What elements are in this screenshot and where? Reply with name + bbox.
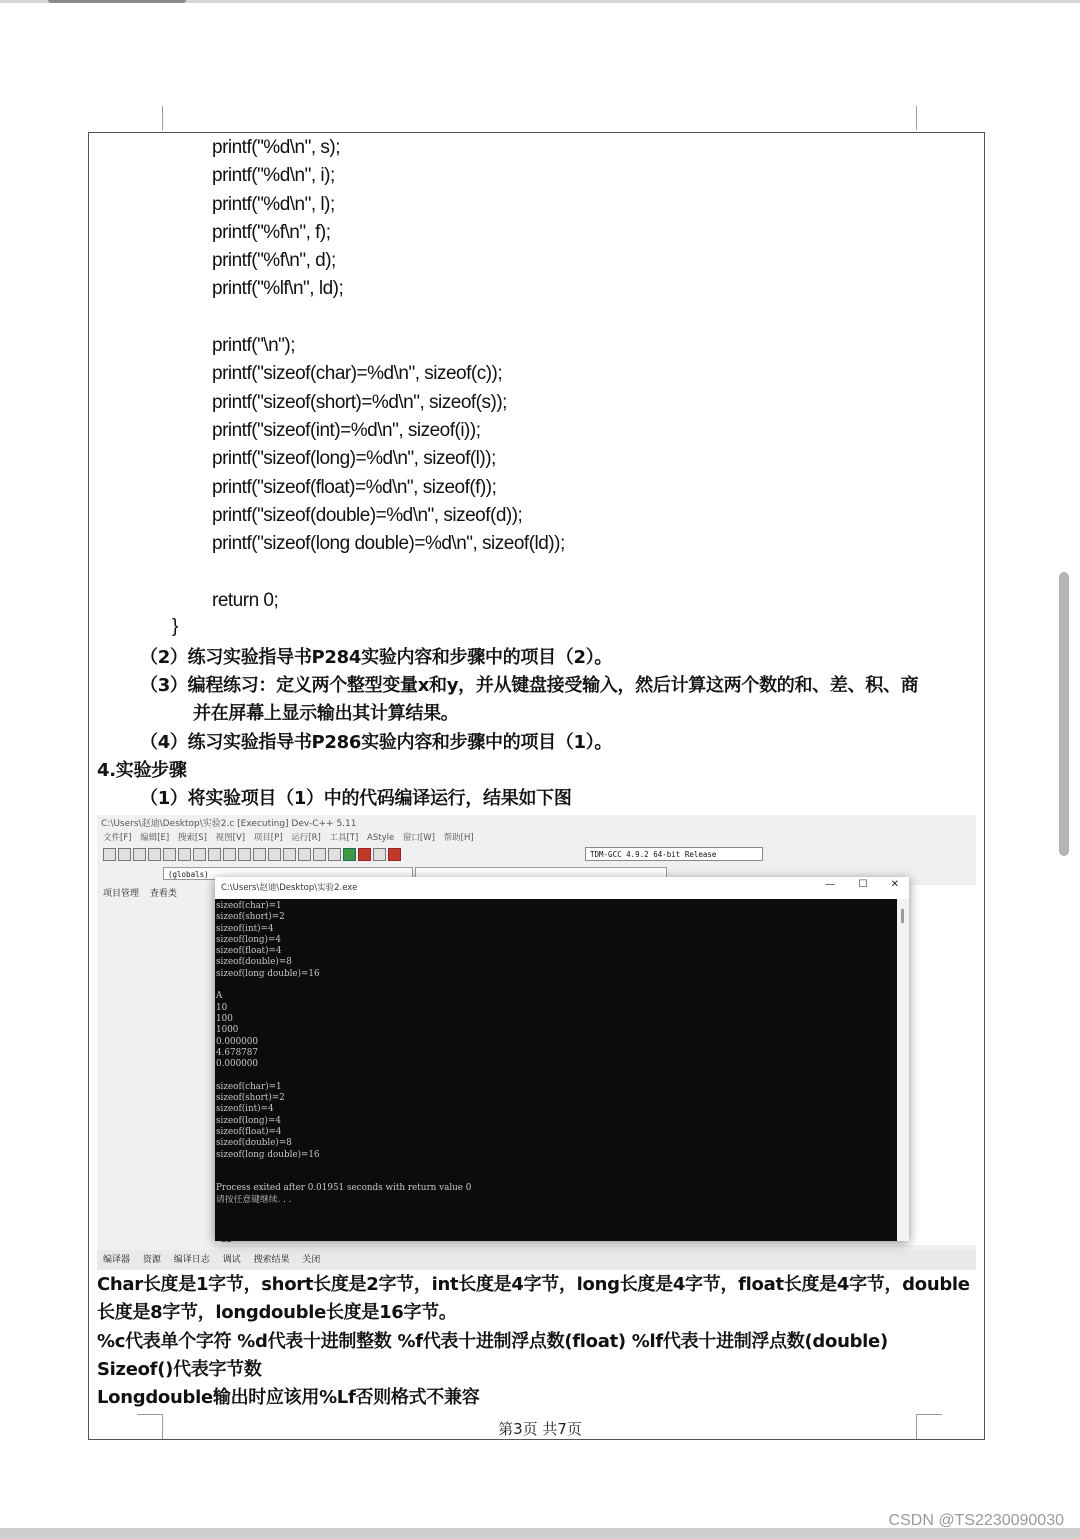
code-line: printf("sizeof(long double)=%d\n", sizeof(ld)); xyxy=(212,533,565,555)
console-window-controls: — ☐ ✕ xyxy=(825,879,899,890)
code-line: return 0; xyxy=(212,589,279,611)
code-line xyxy=(212,558,565,586)
conclusion-line3: %c代表单个字符 %d代表十进制整数 %f代表十进制浮点数(float) %lf代表十进制浮点数(double) xyxy=(97,1331,888,1352)
code-close-brace: } xyxy=(172,616,179,637)
open-icon xyxy=(118,848,131,861)
code-block xyxy=(212,134,565,615)
console-title: C:\Users\赵迪\Desktop\实验2.exe xyxy=(221,883,358,893)
conclusion-line2: 长度是8字节，longdouble长度是16字节。 xyxy=(97,1302,457,1323)
ide-title: C:\Users\赵迪\Desktop\实验2.c [Executing] Dev-C++ 5.11 xyxy=(101,819,357,829)
globals-select: (globals) xyxy=(163,867,413,880)
step-1: （1）将实验项目（1）中的代码编译运行，结果如下图 xyxy=(140,788,572,809)
console-window xyxy=(215,877,909,1241)
code-line: printf("sizeof(double)=%d\n", sizeof(d)); xyxy=(212,504,523,526)
conclusion-line1: Char长度是1字节，short长度是2字节，int长度是4字节，long长度是4字节，float长度是4字节，double xyxy=(97,1274,970,1295)
code-line: printf("%d\n", l); xyxy=(212,193,335,215)
code-line: printf("%f\n", d); xyxy=(212,250,336,272)
code-line: printf("%lf\n", ld); xyxy=(212,278,344,300)
run-icon xyxy=(328,848,341,861)
stop-icon xyxy=(358,848,371,861)
save-all-icon xyxy=(148,848,161,861)
compiler-select: TDM-GCC 4.9.2 64-bit Release xyxy=(585,847,763,861)
goto-icon xyxy=(283,848,296,861)
console-scrollbar xyxy=(897,899,909,1241)
close-file-icon xyxy=(163,848,176,861)
indent-icon xyxy=(253,848,266,861)
code-line: printf("sizeof(int)=%d\n", sizeof(i)); xyxy=(212,419,481,441)
tab-indicator[interactable] xyxy=(48,0,186,3)
code-line: printf("sizeof(float)=%d\n", sizeof(f)); xyxy=(212,476,497,498)
code-line: printf("%d\n", i); xyxy=(212,165,335,187)
redo-icon xyxy=(208,848,221,861)
code-line: printf("\n"); xyxy=(212,335,296,357)
item-3-line2: 并在屏幕上显示输出其计算结果。 xyxy=(193,703,459,724)
conclusion-line5: Longdouble输出时应该用%Lf否则格式不兼容 xyxy=(97,1387,480,1408)
chart-icon xyxy=(373,848,386,861)
ide-bottom-tabs: 编译器 资源 编译日志 调试 搜索结果 关闭 xyxy=(97,1250,976,1270)
find-icon xyxy=(223,848,236,861)
replace-icon xyxy=(238,848,251,861)
debug-icon xyxy=(388,848,401,861)
console-output-area xyxy=(215,899,897,1241)
corner-mark-tr xyxy=(916,106,917,130)
bookmark-icon xyxy=(298,848,311,861)
code-line: printf("%d\n", s); xyxy=(212,137,341,158)
watermark: CSDN @TS2230090030 xyxy=(888,1512,1064,1529)
item-2: （2）练习实验指导书P284实验内容和步骤中的项目（2）。 xyxy=(140,647,613,668)
code-line xyxy=(212,304,565,332)
undo-icon xyxy=(193,848,206,861)
top-scroll-track xyxy=(0,0,1080,3)
console-output: sizeof(char)=1 sizeof(short)=2 sizeof(int)=4 sizeof(long)=4 sizeof(float)=4 sizeof(double)=8 sizeof(long double)=16 A 10 100 1000 0.000000 4.678787 0.000000 sizeof(char)=1 sizeof(short)=2 sizeof(int)=4 sizeof(long)=4 sizeof(float)=4 sizeof(double)=8 sizeof(long double)=16 Process exited after 0.01951 seconds with return value 0 请按任意键继续. . . xyxy=(216,901,472,1205)
save-icon xyxy=(133,848,146,861)
code-line: printf("sizeof(long)=%d\n", sizeof(l)); xyxy=(212,448,496,470)
ide-screenshot xyxy=(97,815,976,1270)
item-4: （4）练习实验指导书P286实验内容和步骤中的项目（1）。 xyxy=(140,732,613,753)
ide-side-tabs: 项目管理 查看类 xyxy=(103,889,177,899)
check-icon xyxy=(343,848,356,861)
unindent-icon xyxy=(268,848,281,861)
page-footer: 第3页 共7页 xyxy=(498,1420,582,1438)
code-line: printf("sizeof(short)=%d\n", sizeof(s)); xyxy=(212,391,507,413)
corner-mark-tl xyxy=(162,106,163,130)
item-3-line1: （3）编程练习：定义两个整型变量x和y，并从键盘接受输入，然后计算这两个数的和、差、积、商 xyxy=(140,675,919,696)
section-heading: 4.实验步骤 xyxy=(97,760,187,781)
code-line: printf("%f\n", f); xyxy=(212,221,331,243)
print-icon xyxy=(178,848,191,861)
compile-icon xyxy=(313,848,326,861)
code-line: printf("sizeof(char)=%d\n", sizeof(c)); xyxy=(212,363,503,385)
ide-toolbar xyxy=(103,845,401,863)
scrollbar-thumb[interactable] xyxy=(1059,572,1069,856)
new-file-icon xyxy=(103,848,116,861)
ide-menu-bar: 文件[F] 编辑[E] 搜索[S] 视图[V] 项目[P] 运行[R] 工具[T] AStyle 窗口[W] 帮助[H] xyxy=(103,833,474,843)
conclusion-line4: Sizeof()代表字节数 xyxy=(97,1359,262,1380)
